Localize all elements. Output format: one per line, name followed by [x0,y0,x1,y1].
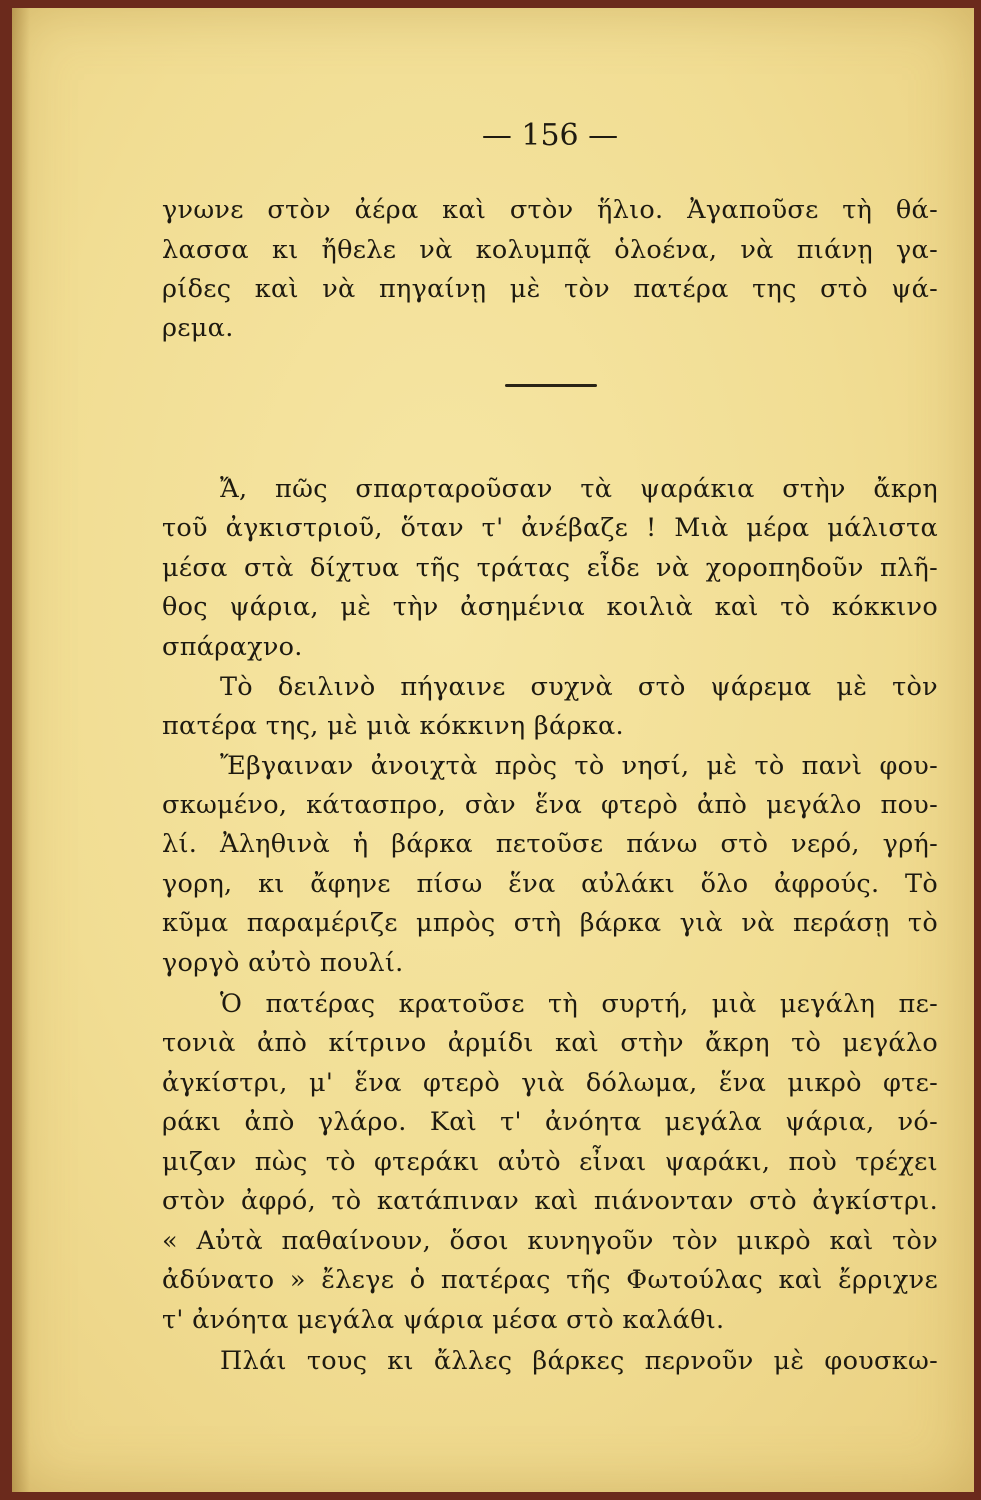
page-number: — 156 — [481,118,619,153]
text-line: ἀδύνατο » ἔλεγε ὁ πατέρας τῆς Φωτούλας καὶ ἔρριχνε [162,1265,938,1295]
text-line: μιζαν πὼς τὸ φτεράκι αὐτὸ εἶναι ψαράκι, ποὺ τρέχει [162,1147,938,1177]
text-line: Ἔβγαιναν ἀνοιχτὰ πρὸς τὸ νησί, μὲ τὸ πανὶ φου- [220,751,938,781]
text-line: « Αὐτὰ παθαίνουν, ὅσοι κυνηγοῦν τὸν μικρὸ καὶ τὸν [162,1226,938,1256]
text-line: τοῦ ἀγκιστριοῦ, ὅταν τ' ἀνέβαζε ! Μιὰ μέρα μάλιστα [162,513,938,543]
text-line: κῦμα παραμέριζε μπρὸς στὴ βάρκα γιὰ νὰ περάσῃ τὸ [162,908,938,938]
text-line: Ἄ, πῶς σπαρταροῦσαν τὰ ψαράκια στὴν ἄκρη [220,474,938,504]
text-line: τονιὰ ἀπὸ κίτρινο ἀρμίδι καὶ στὴν ἄκρη τὸ μεγάλο [162,1028,938,1058]
section-divider [505,384,597,387]
text-line: λί. Ἀληθινὰ ἡ βάρκα πετοῦσε πάνω στὸ νερό, γρή- [162,829,938,859]
text-line: μέσα στὰ δίχτυα τῆς τράτας εἶδε νὰ χοροπηδοῦν πλῆ- [162,553,938,583]
text-line: στὸν ἀφρό, τὸ κατάπιναν καὶ πιάνονταν στὸ ἀγκίστρι. [162,1186,938,1216]
text-line: σπάραχνο. [162,632,303,662]
text-line: λασσα κι ἤθελε νὰ κολυμπᾷ ὁλοένα, νὰ πιάνῃ γα- [162,235,938,265]
text-line: Τὸ δειλινὸ πήγαινε συχνὰ στὸ ψάρεμα μὲ τὸν [220,672,938,702]
text-line: σκωμένο, κάτασπρο, σὰν ἕνα φτερὸ ἀπὸ μεγάλο που- [162,790,938,820]
text-line: γορη, κι ἄφηνε πίσω ἕνα αὐλάκι ὅλο ἀφρούς. Τὸ [162,869,938,899]
text-line: ράκι ἀπὸ γλάρο. Καὶ τ' ἀνόητα μεγάλα ψάρια, νό- [162,1107,938,1137]
text-line: Ὁ πατέρας κρατοῦσε τὴ συρτή, μιὰ μεγάλη πε- [220,989,938,1019]
page-spine-shadow [12,8,30,1492]
book-page [12,8,974,1492]
text-line: γοργὸ αὐτὸ πουλί. [162,948,404,978]
text-line: ρεμα. [162,313,234,343]
text-line: ἀγκίστρι, μ' ἕνα φτερὸ γιὰ δόλωμα, ἕνα μικρὸ φτε- [162,1068,938,1098]
text-line: πατέρα της, μὲ μιὰ κόκκινη βάρκα. [162,711,624,741]
text-line: Πλάι τους κι ἄλλες βάρκες περνοῦν μὲ φουσκω- [220,1346,938,1376]
text-line: τ' ἀνόητα μεγάλα ψάρια μέσα στὸ καλάθι. [162,1305,725,1335]
text-line: γνωνε στὸν ἀέρα καὶ στὸν ἥλιο. Ἀγαποῦσε τὴ θά- [162,195,938,225]
text-line: ρίδες καὶ νὰ πηγαίνῃ μὲ τὸν πατέρα της στὸ ψά- [162,274,938,304]
text-line: θος ψάρια, μὲ τὴν ἀσημένια κοιλιὰ καὶ τὸ κόκκινο [162,592,938,622]
